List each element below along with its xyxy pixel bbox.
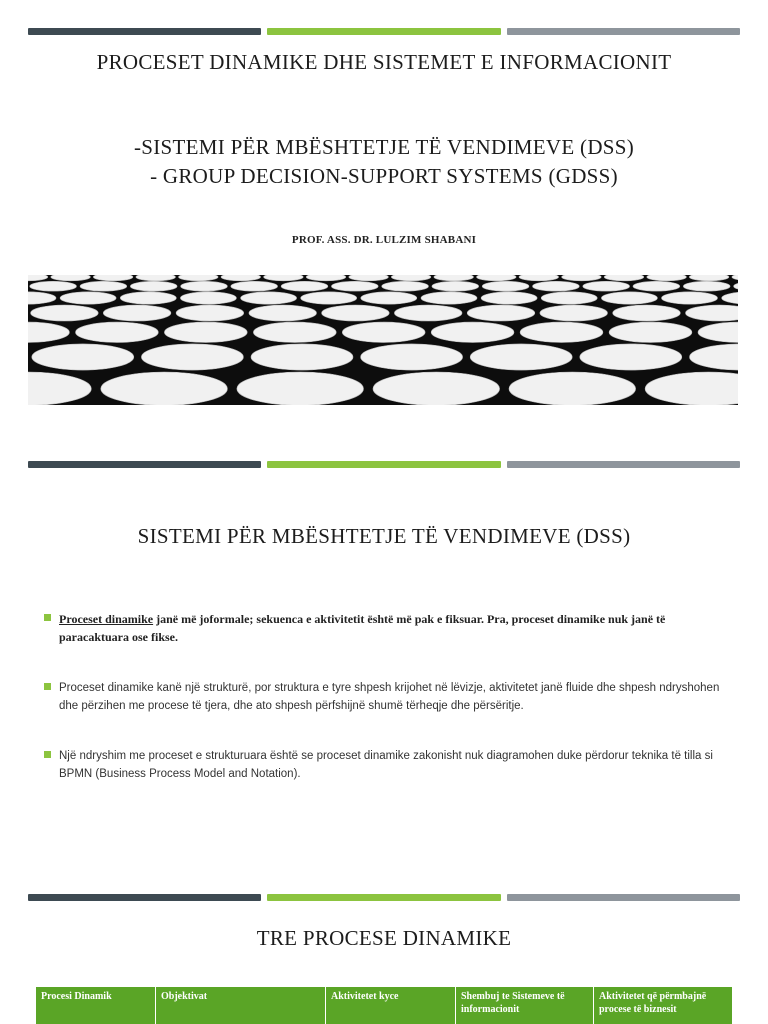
slide-subtitle-dss: -SISTEMI PËR MBËSHTETJE TË VENDIMEVE (DSS) xyxy=(133,135,635,159)
disc-shape xyxy=(601,292,657,304)
bullet-term: Proceset dinamike xyxy=(59,612,154,626)
disc-shape xyxy=(394,305,462,321)
disc-shape xyxy=(562,275,602,281)
title-slide xyxy=(0,0,768,420)
disc-shape xyxy=(80,281,127,291)
disc-shape xyxy=(322,305,390,321)
disc-shape xyxy=(30,281,77,291)
disc-shape xyxy=(477,275,517,281)
disc-shape xyxy=(180,292,236,304)
disc-shape xyxy=(481,292,537,304)
bullet-item xyxy=(44,679,734,715)
disc-shape xyxy=(583,281,630,291)
disc-shape xyxy=(141,344,243,370)
disc-shape xyxy=(221,275,261,281)
dss-slide xyxy=(0,440,768,880)
disc-shape xyxy=(301,292,357,304)
bullet-text: Një ndryshim me proceset e strukturuara është se proceset dinamike zakonisht nuk diagramohen duke përdorur teknika të tilla si BPMN (Business Process Model and Notation). xyxy=(59,750,713,780)
table-header-cell: Procesi Dinamik xyxy=(36,987,156,1024)
accent-bar-green xyxy=(267,28,500,35)
disc-shape xyxy=(519,275,559,281)
disc-shape xyxy=(331,281,378,291)
disc-shape xyxy=(373,372,500,405)
accent-bar-green xyxy=(267,894,500,901)
disc-shape xyxy=(253,322,336,342)
disc-shape xyxy=(541,292,597,304)
disc-shape xyxy=(509,372,636,405)
accent-bar-gray xyxy=(507,461,740,468)
processes-table-header xyxy=(36,987,732,1024)
discs-perspective-image xyxy=(28,275,738,405)
disc-shape xyxy=(241,292,297,304)
disc-shape xyxy=(103,305,171,321)
disc-shape xyxy=(101,372,228,405)
disc-shape xyxy=(264,275,304,281)
header-accent-bars xyxy=(28,28,740,35)
table-header-cell: Aktivitetet që përmbajnë procese të biznesit xyxy=(599,991,707,1015)
header-accent-bars xyxy=(28,894,740,901)
disc-shape xyxy=(281,281,328,291)
disc-shape xyxy=(32,344,134,370)
disc-shape xyxy=(251,344,353,370)
disc-shape xyxy=(421,292,477,304)
disc-shape xyxy=(181,281,228,291)
bullet-text xyxy=(59,610,734,646)
disc-shape xyxy=(51,275,91,281)
dynamic-processes-slide xyxy=(0,880,768,1024)
accent-bar-gray xyxy=(507,894,740,901)
disc-shape xyxy=(306,275,346,281)
table-header-cell: Shembuj te Sistemeve të informacionit xyxy=(456,987,594,1024)
disc-shape xyxy=(361,292,417,304)
disc-shape xyxy=(249,305,317,321)
disc-shape xyxy=(231,281,278,291)
disc-shape xyxy=(633,281,680,291)
disc-shape xyxy=(93,275,133,281)
disc-shape xyxy=(391,275,431,281)
slide-subtitle-gdss: - GROUP DECISION-SUPPORT SYSTEMS (GDSS) xyxy=(150,164,618,188)
table-header-cell: Aktivitetet kyce xyxy=(326,987,456,1024)
header-accent-bars xyxy=(28,461,740,468)
disc-shape xyxy=(540,305,608,321)
bullet-square-icon xyxy=(44,614,51,621)
slide-title: PROCESET DINAMIKE DHE SISTEMET E INFORMACIONIT xyxy=(96,50,672,74)
disc-shape xyxy=(342,322,425,342)
disc-shape xyxy=(609,322,692,342)
disc-shape xyxy=(382,281,429,291)
disc-shape xyxy=(533,281,580,291)
disc-shape xyxy=(136,275,176,281)
disc-shape xyxy=(613,305,681,321)
disc-shape xyxy=(434,275,474,281)
bullet-square-icon xyxy=(44,751,51,758)
disc-shape xyxy=(164,322,247,342)
disc-shape xyxy=(130,281,177,291)
disc-shape xyxy=(176,305,244,321)
accent-bar-gray xyxy=(507,28,740,35)
accent-bar-dark xyxy=(28,28,261,35)
disc-shape xyxy=(604,275,644,281)
disc-shape xyxy=(580,344,682,370)
disc-shape xyxy=(689,275,729,281)
disc-shape xyxy=(31,305,99,321)
disc-shape xyxy=(179,275,219,281)
accent-bar-dark xyxy=(28,894,261,901)
disc-shape xyxy=(349,275,389,281)
accent-bar-dark xyxy=(28,461,261,468)
bullet-square-icon xyxy=(44,683,51,690)
table-header-cell: Objektivat xyxy=(156,987,326,1024)
bullet-item xyxy=(44,610,734,646)
disc-shape xyxy=(120,292,176,304)
disc-shape xyxy=(662,292,718,304)
bullet-item xyxy=(44,747,734,783)
disc-shape xyxy=(431,322,514,342)
disc-shape xyxy=(60,292,116,304)
slide-title: TRE PROCESE DINAMIKE xyxy=(256,926,512,950)
disc-shape xyxy=(237,372,364,405)
disc-shape xyxy=(467,305,535,321)
disc-shape xyxy=(361,344,463,370)
disc-shape xyxy=(520,322,603,342)
disc-shape xyxy=(647,275,687,281)
author-name: PROF. ASS. DR. LULZIM SHABANI xyxy=(291,234,477,246)
disc-shape xyxy=(470,344,572,370)
slide-title: SISTEMI PËR MBËSHTETJE TË VENDIMEVE (DSS) xyxy=(137,524,631,548)
disc-shape xyxy=(683,281,730,291)
bullet-text-rest: janë më joformale; sekuenca e aktivitetit është më pak e fiksuar. Pra, proceset dinamike nuk janë të paracaktuara ose fikse. xyxy=(59,612,666,644)
accent-bar-green xyxy=(267,461,500,468)
bullet-text: Proceset dinamike kanë një strukturë, por struktura e tyre shpesh krijohet në lëvizje, aktivitetet janë fluide dhe shpesh ndryshohen dhe përzihen me procese të tjera, dhe ato shpesh përfshijnë shumë tërheqje dhe përsëritje. xyxy=(59,682,720,712)
disc-shape xyxy=(482,281,529,291)
disc-shape xyxy=(432,281,479,291)
disc-shape xyxy=(76,322,159,342)
